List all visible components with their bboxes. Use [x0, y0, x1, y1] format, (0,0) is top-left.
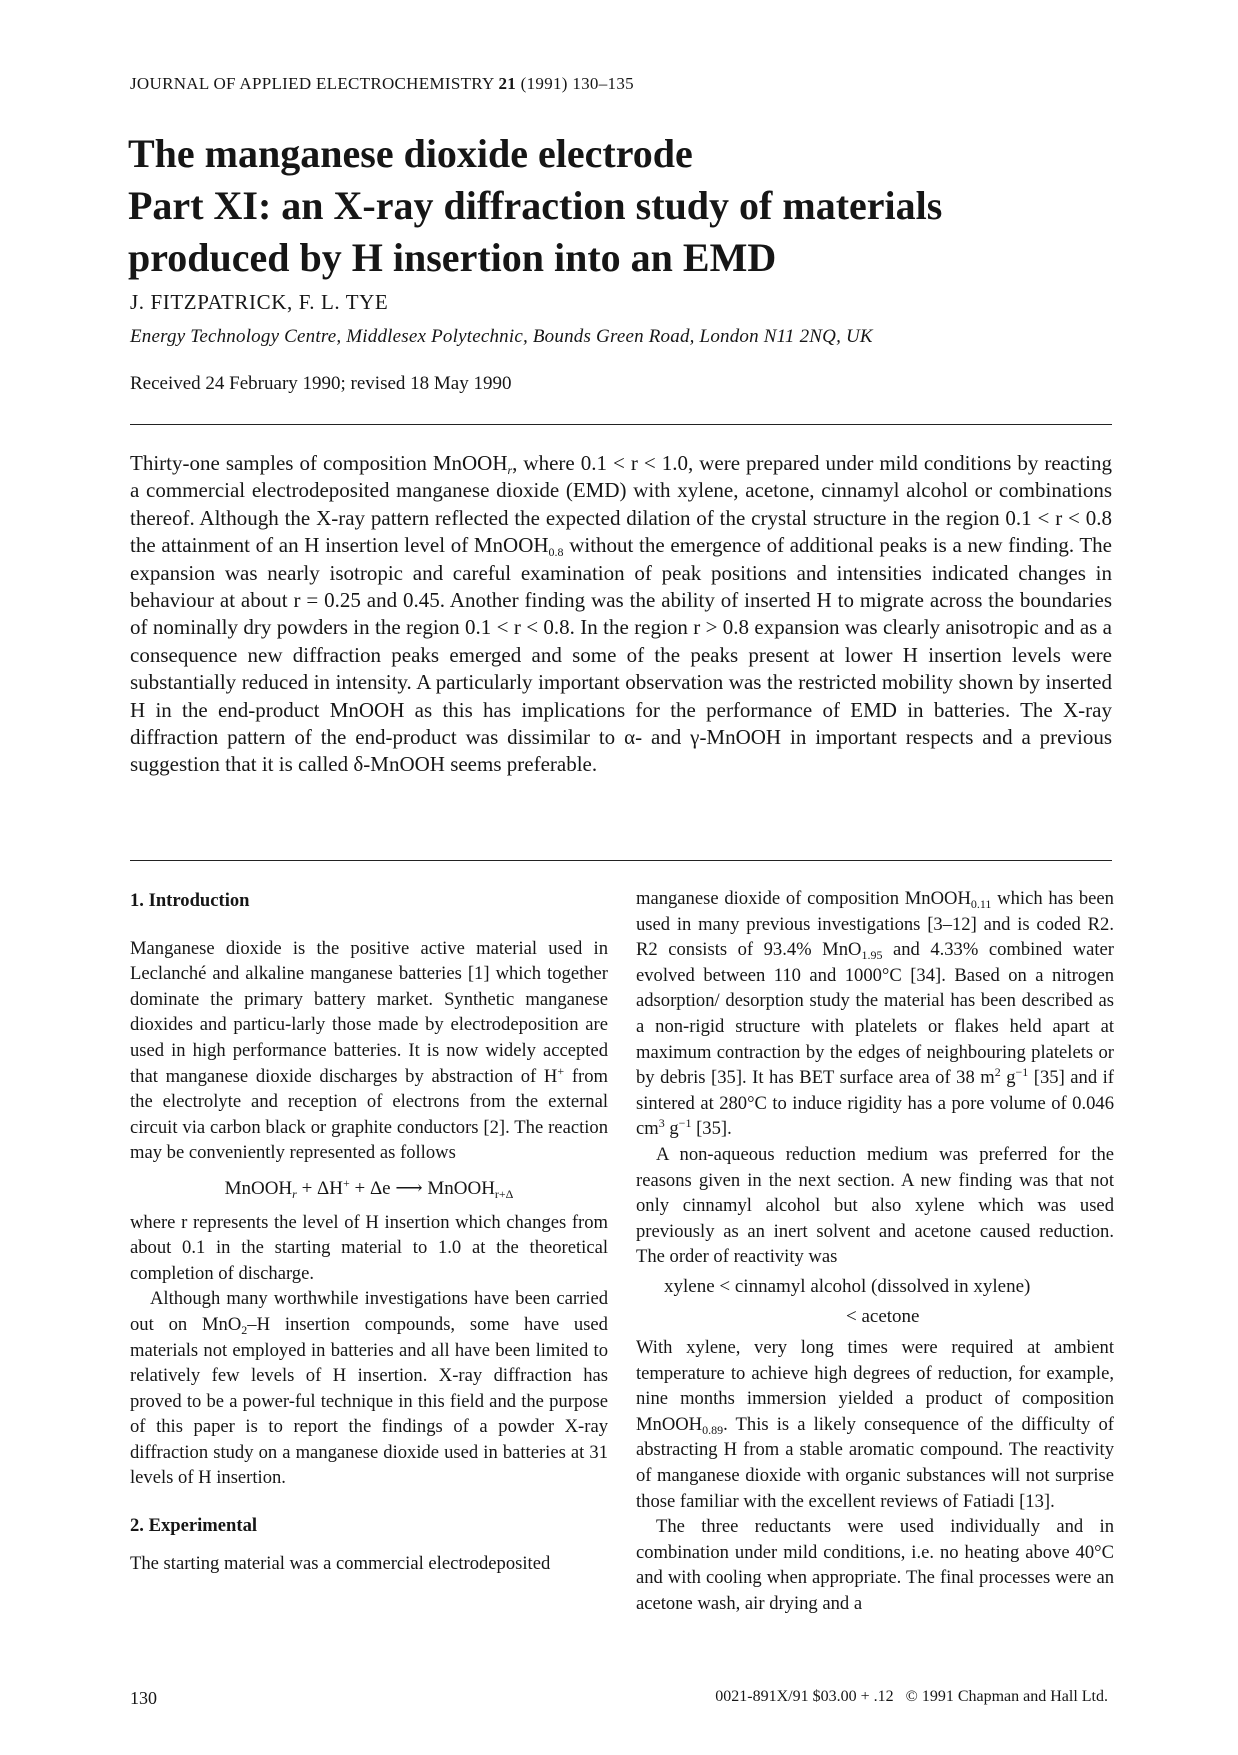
- experimental-paragraph-1-cont: manganese dioxide of composition MnOOH$_{0.11}$ which has been used in many previous investigations [3–12] and is coded R2. R2 consists of 93.4% MnO$_{1.95}$ and 4.33% combined water evolved between 110 and 1000°C [34]. Based on a nitrogen adsorption/ desorption study the material has been described as a non-rigid structure with platelets or flakes held apart at maximum contraction by the edges of neighbouring platelets or by debris [35]. It has BET surface area of 38 $m^2$ $g^{-1}$ [35] and if sintered at 280°C to induce rigidity has a pore volume of 0.046 $cm^3$ $g^{-1}$ [35].: [636, 888, 1114, 1140]
- reactivity-order-line-2: < acetone: [846, 1305, 920, 1327]
- journal-volume: 21: [498, 74, 517, 93]
- intro-paragraph-1: Manganese dioxide is the positive active material used in Leclanché and alkaline manganese batteries [1] which together dominate the primary battery market. Synthetic manganese dioxides and particu-larly those made by electrodeposition are used in high performance batteries. It is now widely accepted that manganese dioxide discharges by abstraction of H+ from the electrolyte and reception of electrons from the external circuit via carbon black or graphite conductors [2]. The reaction may be conveniently represented as follows: [130, 937, 608, 1164]
- abstract: [130, 450, 1112, 779]
- abstract-bottom-rule: [130, 860, 1112, 861]
- intro-paragraph-2: where r represents the level of H insertion which changes from about 0.1 in the starting material to 1.0 at the theoretical completion of discharge.: [130, 1211, 608, 1284]
- journal-name: JOURNAL OF APPLIED ELECTROCHEMISTRY: [130, 74, 494, 93]
- left-column: [130, 888, 608, 1576]
- right-column: [636, 886, 1114, 1617]
- experimental-paragraph-2: A non-aqueous reduction medium was preferred for the reasons given in the next section. A new finding was that not only cinnamyl alcohol but also xylene which was used previously as an inert solvent and acetone caused reduction. The order of reactivity was: [636, 1143, 1114, 1268]
- footer-code-copyright: [715, 1688, 1108, 1706]
- footer-code: 0021-891X/91 $03.00 + .12: [715, 1688, 894, 1705]
- affiliation: Energy Technology Centre, Middlesex Polytechnic, Bounds Green Road, London N11 2NQ, UK: [130, 326, 873, 347]
- journal-year-pages: (1991) 130–135: [520, 74, 634, 93]
- reaction-equation: MnOOH$_r$ + ΔH+ + Δe ⟶ MnOOH$_{r+\Delta}$: [224, 1175, 514, 1201]
- authors: J. FITZPATRICK, F. L. TYE: [130, 290, 389, 314]
- paper-title: [128, 128, 1128, 284]
- page-number: 130: [130, 1688, 157, 1708]
- abstract-top-rule: [130, 424, 1112, 425]
- abstract-text: Thirty-one samples of composition MnOOH$_r$, where 0.1 < r < 1.0, were prepared under mild conditions by reacting a commercial electrodeposited manganese dioxide (EMD) with xylene, acetone, cinnamyl alcohol or combinations thereof. Although the X-ray pattern reflected the expected dilation of the crystal structure in the region 0.1 < r < 0.8 the attainment of an H insertion level of MnOOH$_{0.8}$ without the emergence of additional peaks is a new finding. The expansion was nearly isotropic and careful examination of peak positions and intensities indicated changes in behaviour at about r = 0.25 and 0.45. Another finding was the ability of inserted H to migrate across the boundaries of nominally dry powders in the region 0.1 < r < 0.8. In the region r > 0.8 expansion was clearly anisotropic and as a consequence new diffraction peaks emerged and some of the peaks present at lower H insertion levels were substantially reduced in intensity. A particularly important observation was the restricted mobility shown by inserted H in the end-product MnOOH as this has implications for the performance of EMD in batteries. The X-ray diffraction pattern of the end-product was dissimilar to α- and γ-MnOOH in important respects and a previous suggestion that it is called δ-MnOOH seems preferable.: [130, 451, 1112, 777]
- journal-header: [130, 74, 634, 94]
- experimental-paragraph-3: With xylene, very long times were required at ambient temperature to achieve high degrees of reduction, for example, nine months immersion yielded a product of composition MnOOH$_{0.89}$. This is a likely consequence of the difficulty of abstracting H from a stable aromatic compound. The reactivity of manganese dioxide with organic substances will not surprise those familiar with the excellent reviews of Fatiadi [13].: [636, 1337, 1114, 1512]
- received-dates: Received 24 February 1990; revised 18 May 1990: [130, 373, 512, 394]
- experimental-paragraph-4: The three reductants were used individually and in combination under mild conditions, i.e. no heating above 40°C and with cooling when appropriate. The final processes were an acetone wash, air drying and a: [636, 1516, 1114, 1615]
- section-heading-experimental: 2. Experimental: [130, 1515, 258, 1537]
- footer-copyright: © 1991 Chapman and Hall Ltd.: [905, 1688, 1108, 1705]
- experimental-paragraph-1: The starting material was a commercial electrodeposited: [130, 1552, 551, 1574]
- intro-paragraph-3: Although many worthwhile investigations have been carried out on MnO$_2$–H insertion compounds, some have used materials not employed in batteries and all have been limited to relatively few levels of H insertion. X-ray diffraction has proved to be a power-ful technique in this field and the purpose of this paper is to report the findings of a powder X-ray diffraction study on a manganese dioxide used in batteries at 31 levels of H insertion.: [130, 1288, 608, 1489]
- title-line-1: The manganese dioxide electrode: [128, 131, 693, 176]
- title-line-2: Part XI: an X-ray diffraction study of materials: [128, 183, 943, 228]
- reactivity-order-line-1: xylene < cinnamyl alcohol (dissolved in xylene): [664, 1275, 1031, 1297]
- section-heading-introduction: 1. Introduction: [130, 890, 250, 911]
- title-line-3: produced by H insertion into an EMD: [128, 235, 777, 280]
